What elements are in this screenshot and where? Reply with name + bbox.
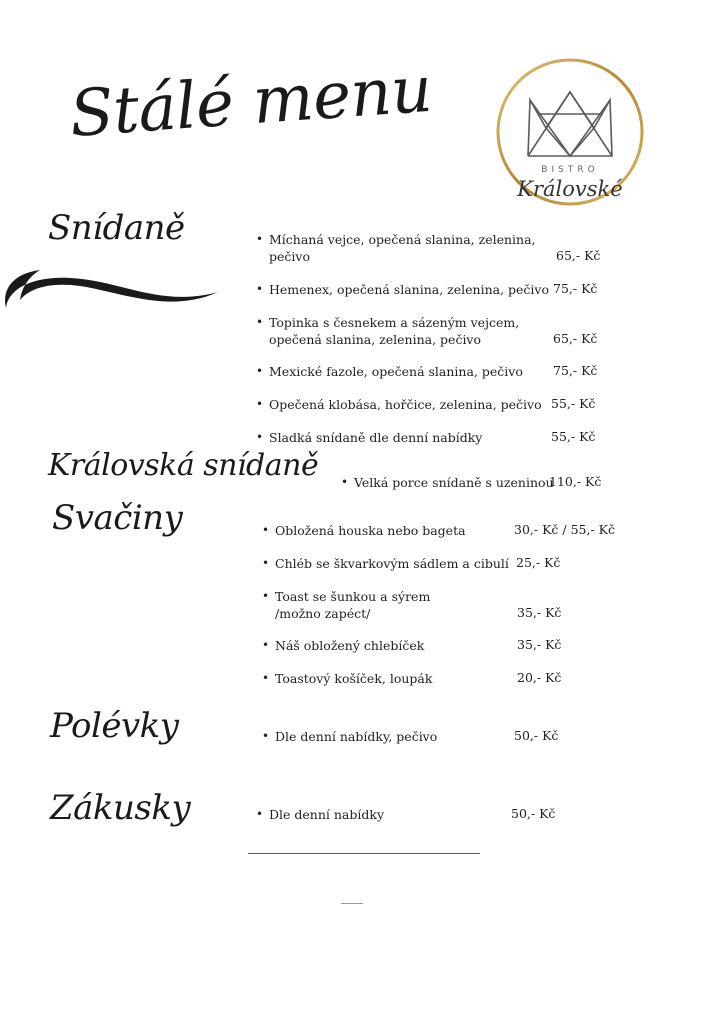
menu-title: Stálé menu [67,52,435,152]
bullet-icon: • [262,523,270,537]
bullet-icon: • [262,556,270,570]
item-name: Toastový košíček, loupák [275,671,433,686]
item-name: Opečená klobása, hořčice, zelenina, pečivo [269,397,542,412]
item-name: Dle denní nabídky, pečivo [275,729,438,744]
item-price: 65,- Kč [556,248,601,263]
item-name-cont: /možno zapéct/ [275,606,371,621]
bistro-logo [490,56,650,208]
menu-item [262,728,438,745]
menu-item [262,670,433,687]
heading-polevky: Polévky [50,706,179,746]
bullet-icon: • [256,397,264,411]
item-price: 25,- Kč [516,555,561,570]
item-price: 75,- Kč [553,281,598,296]
item-name: Hemenex, opečená slanina, zelenina, pečivo [269,282,550,297]
item-price: 35,- Kč [517,637,562,652]
item-name: Velká porce snídaně s uzeninou [354,475,554,490]
menu-item [262,522,466,539]
bullet-icon: • [256,807,264,821]
heading-svaciny: Svačiny [52,498,183,538]
crown-icon [528,92,612,156]
bullet-icon: • [262,589,270,603]
item-price: 55,- Kč [551,396,596,411]
item-name: Sladká snídaně dle denní nabídky [269,430,483,445]
menu-item [262,588,431,622]
item-name: Mexické fazole, opečená slanina, pečivo [269,364,523,379]
decorative-swoosh [0,262,222,322]
menu-item [256,231,536,265]
menu-item [256,429,483,446]
item-price: 50,- Kč [514,728,559,743]
item-name: Míchaná vejce, opečená slanina, zelenina, [269,232,536,247]
item-price: 30,- Kč / 55,- Kč [514,522,615,537]
heading-snidane: Snídaně [48,208,185,248]
menu-item [341,474,554,491]
divider-line [248,853,480,854]
item-name: Obložená houska nebo bageta [275,523,466,538]
bullet-icon: • [256,282,264,296]
bullet-icon: • [256,364,264,378]
item-name: Náš obložený chlebíček [275,638,425,653]
bullet-icon: • [262,671,270,685]
bullet-icon: • [341,475,349,489]
logo-script-text: Královské [517,177,623,201]
menu-item [262,637,425,654]
item-price: 65,- Kč [553,331,598,346]
bullet-icon: • [256,232,264,246]
item-name: Toast se šunkou a sýrem [275,589,431,604]
bullet-icon: • [262,638,270,652]
bullet-icon: • [256,315,264,329]
item-name-cont: opečená slanina, zelenina, pečivo [269,332,482,347]
menu-item [256,314,520,348]
item-name: Topinka s česnekem a sázeným vejcem, [269,315,520,330]
item-name-cont: pečivo [269,249,310,264]
menu-item [256,806,385,823]
item-name: Chléb se škvarkovým sádlem a cibulí [275,556,509,571]
bullet-icon: • [262,729,270,743]
item-price: 20,- Kč [517,670,562,685]
item-price: 110,- Kč [549,474,602,489]
heading-kralovska-snidane: Královská snídaně [48,448,319,483]
item-price: 50,- Kč [511,806,556,821]
divider-short [341,903,363,904]
logo-bistro-text: BISTRO [541,165,599,175]
item-name: Dle denní nabídky [269,807,385,822]
item-price: 35,- Kč [517,605,562,620]
menu-item [262,555,509,572]
menu-item [256,281,550,298]
item-price: 55,- Kč [551,429,596,444]
item-price: 75,- Kč [553,363,598,378]
heading-zakusky: Zákusky [50,788,191,828]
menu-item [256,363,523,380]
menu-item [256,396,542,413]
bullet-icon: • [256,430,264,444]
